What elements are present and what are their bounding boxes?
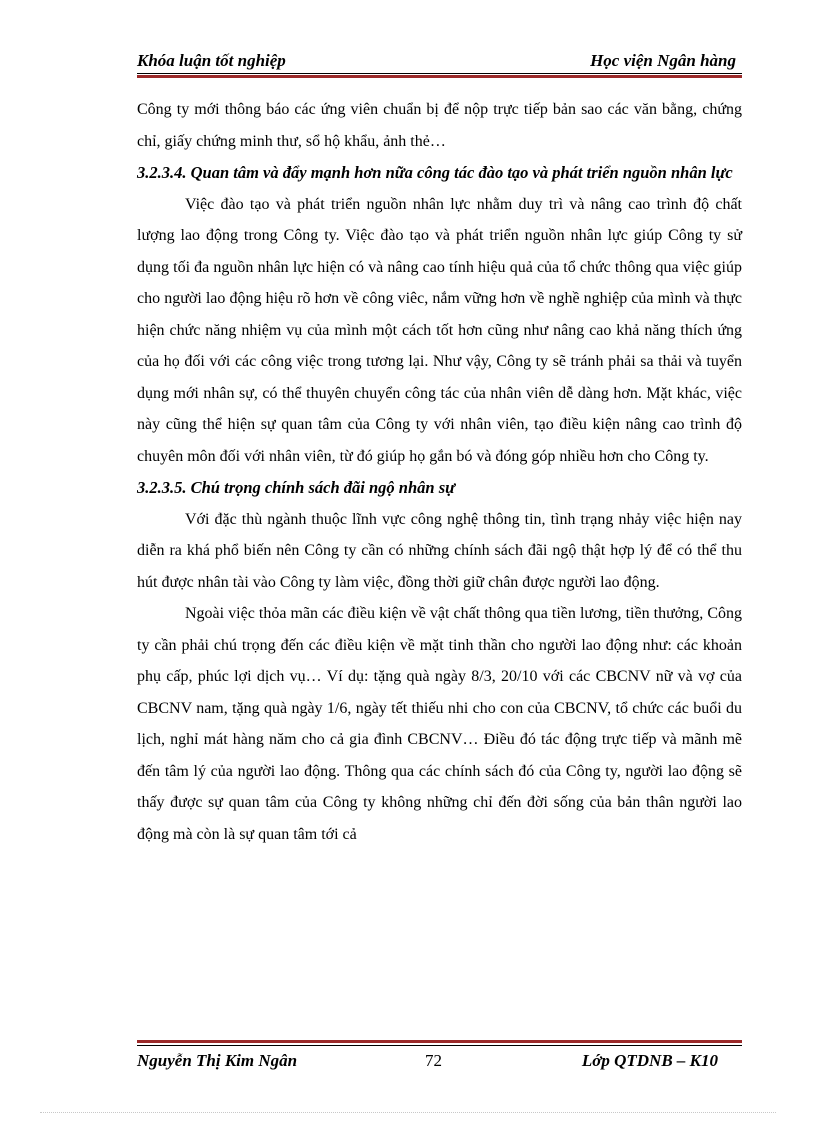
header-right-title: Học viện Ngân hàng <box>590 51 736 70</box>
section-heading-3-2-3-5: 3.2.3.5. Chú trọng chính sách đãi ngộ nhân sự <box>137 478 455 497</box>
paragraph-benefits: Ngoài việc thỏa mãn các điều kiện về vật chất thông qua tiền lương, tiền thưởng, Công ty cần phải chú trọng đến các điều kiện về mặt tinh thần cho người lao động như: các khoản phụ cấp, phúc lợi dịch vụ… Ví dụ: tặng quà ngày 8/3, 20/10 với các CBCNV nữ và vợ của CBCNV nam, tặng quà ngày 1/6, ngày tết thiếu nhi cho con của CBCNV, tổ chức các buổi du lịch, nghỉ mát hàng năm cho cả gia đình CBCNV… Điều đó tác động trực tiếp và mãnh mẽ đến tâm lý của người lao động. Thông qua các chính sách đó của Công ty, người lao động sẽ thấy được sự quan tâm của Công ty không những chỉ đến đời sống của bản thân người lao động mà còn là sự quan tâm tới cả <box>137 605 742 843</box>
footer-author: Nguyễn Thị Kim Ngân <box>137 1051 298 1070</box>
header-rule-thin <box>137 73 742 74</box>
page-number: 72 <box>425 1051 442 1070</box>
header-left-title: Khóa luận tốt nghiệp <box>137 51 286 70</box>
paragraph-continued: Công ty mới thông báo các ứng viên chuẩn bị để nộp trực tiếp bản sao các văn bằng, chứng chỉ, giấy chứng minh thư, sổ hộ khẩu, ảnh thẻ… <box>137 101 742 150</box>
paragraph-job-hopping: Với đặc thù ngành thuộc lĩnh vực công nghệ thông tin, tình trạng nhảy việc hiện nay diễn ra khá phổ biến nên Công ty cần có những chính sách đãi ngộ thật hợp lý để có thể thu hút được nhân tài vào Công ty làm việc, đồng thời giữ chân được người lao động. <box>137 510 742 591</box>
section-heading-3-2-3-4: 3.2.3.4. Quan tâm và đẩy mạnh hơn nữa công tác đào tạo và phát triển nguồn nhân lực <box>137 163 733 182</box>
footer-rule-thin <box>137 1045 742 1046</box>
page-edge-divider <box>40 1112 776 1113</box>
page-footer <box>137 1049 742 1075</box>
paragraph-training: Việc đào tạo và phát triển nguồn nhân lực nhằm duy trì và nâng cao trình độ chất lượng lao động trong Công ty. Việc đào tạo và phát triển nguồn nhân lực giúp Công ty sử dụng tối đa nguồn nhân lực hiện có và nâng cao tính hiệu quả của tổ chức thông qua việc giúp cho người lao động hiệu rõ hơn về công viêc, nắm vững hơn về nghề nghiệp của mình và thực hiện chức năng nhiệm vụ của mình một cách tốt hơn cũng như nâng cao khả năng thích ứng của họ đối với các công việc trong tương lại. Như vậy, Công ty sẽ tránh phải sa thải và tuyển dụng mới nhân sự, có thể thuyên chuyển công tác của nhân viên dễ dàng hơn. Mặt khác, việc này cũng thể hiện sự quan tâm của Công ty với nhân viên, tạo điều kiện nâng cao trình độ chuyên môn đối với nhân viên, từ đó giúp họ gắn bó và đóng góp nhiều hơn cho Công ty. <box>137 195 742 465</box>
footer-class: Lớp QTDNB – K10 <box>581 1051 718 1070</box>
footer-rule-thick <box>137 1040 742 1043</box>
page-body <box>137 94 742 850</box>
header-rule-thick <box>137 75 742 78</box>
